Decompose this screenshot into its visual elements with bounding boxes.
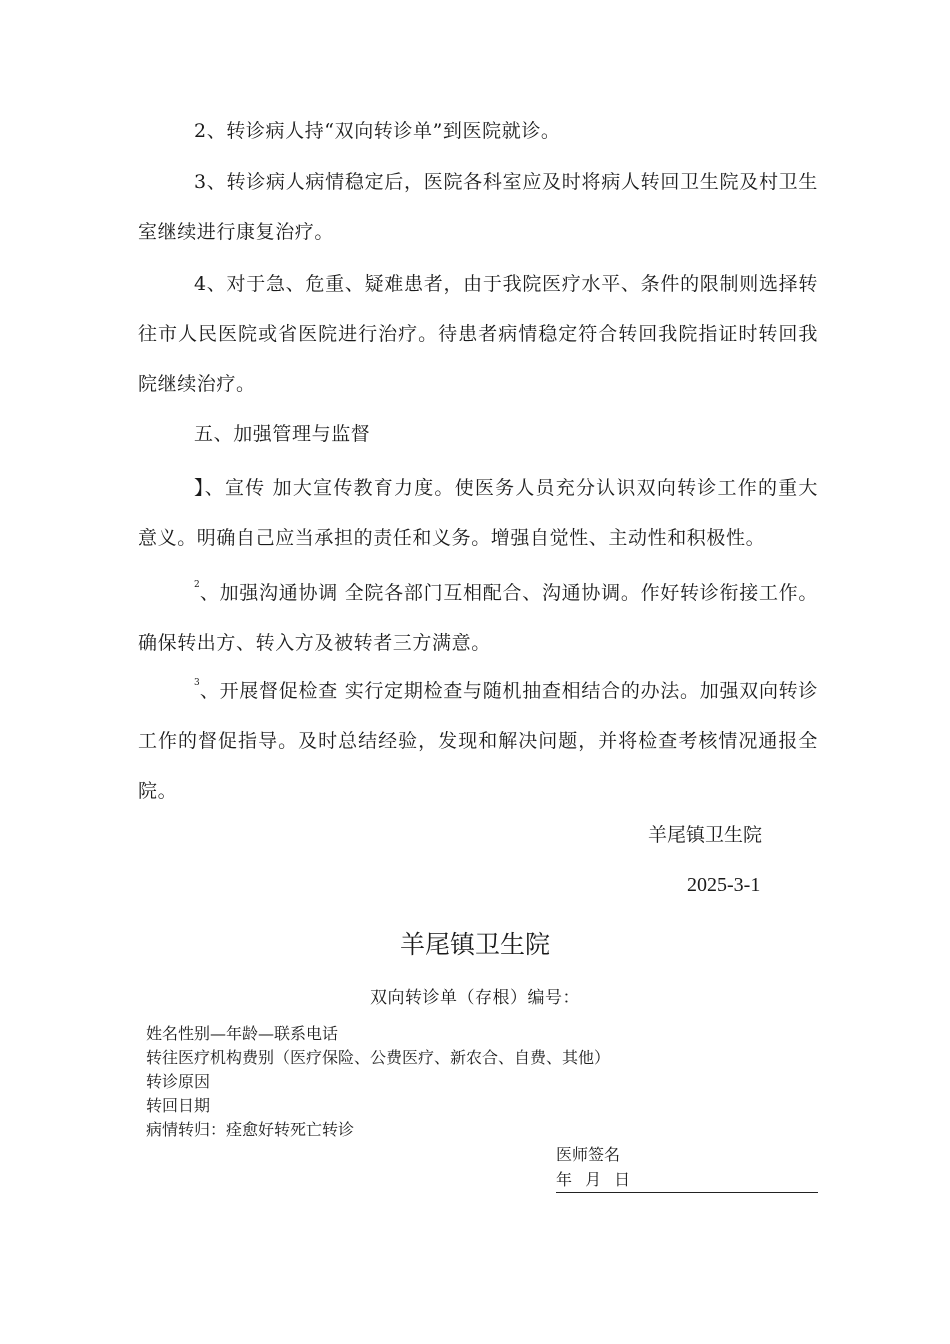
item-marker-3: 3: [194, 678, 200, 688]
section-heading-5: 五、加强管理与监督: [194, 423, 371, 445]
paragraph-publicity-text: 、宣传 加大宣传教育力度。使医务人员充分认识双向转诊工作的重大意义。明确自己应当承担的责任和义务。增强自觉性、主动性和积极性。: [138, 477, 818, 549]
form-line-patient-info: 姓名性别—年龄—联系电话: [146, 1024, 339, 1043]
item-marker-1: 】: [194, 477, 205, 499]
form-subtitle: 双向转诊单（存根）编号：: [370, 988, 580, 1008]
form-line-institution: 转往医疗机构费别（医疗保险、公费医疗、新农合、自费、其他）: [146, 1048, 611, 1067]
form-line-outcome: 病情转归：痊愈好转死亡转诊: [146, 1120, 355, 1139]
form-line-return-date: 转回日期: [146, 1096, 211, 1115]
item-marker-2: 2: [194, 580, 200, 590]
paragraph-item-2: 2、转诊病人持“双向转诊单”到医院就诊。: [194, 120, 561, 142]
paragraph-communication: [138, 568, 818, 668]
form-date-line: 年 月 日: [556, 1168, 818, 1193]
signature-organization: 羊尾镇卫生院: [648, 824, 763, 846]
paragraph-communication-text: 、加强沟通协调 全院各部门互相配合、沟通协调。作好转诊衔接工作。确保转出方、转入方及被转者三方满意。: [138, 582, 818, 654]
signature-date: 2025-3-1: [687, 874, 761, 896]
paragraph-publicity: [138, 463, 818, 563]
form-line-reason: 转诊原因: [146, 1072, 211, 1091]
form-title: 羊尾镇卫生院: [399, 930, 550, 959]
paragraph-supervision-text: 、开展督促检查 实行定期检查与随机抽查相结合的办法。加强双向转诊工作的督促指导。及时总结经验，发现和解决问题，并将检查考核情况通报全院。: [138, 680, 818, 802]
paragraph-supervision: [138, 666, 818, 816]
paragraph-item-4: 4、对于急、危重、疑难患者，由于我院医疗水平、条件的限制则选择转往市人民医院或省医院进行治疗。待患者病情稳定符合转回我院指证时转回我院继续治疗。: [138, 273, 818, 395]
doctor-signature-label: 医师签名: [556, 1145, 621, 1164]
paragraph-item-3: 3、转诊病人病情稳定后，医院各科室应及时将病人转回卫生院及村卫生室继续进行康复治疗。: [138, 171, 818, 243]
